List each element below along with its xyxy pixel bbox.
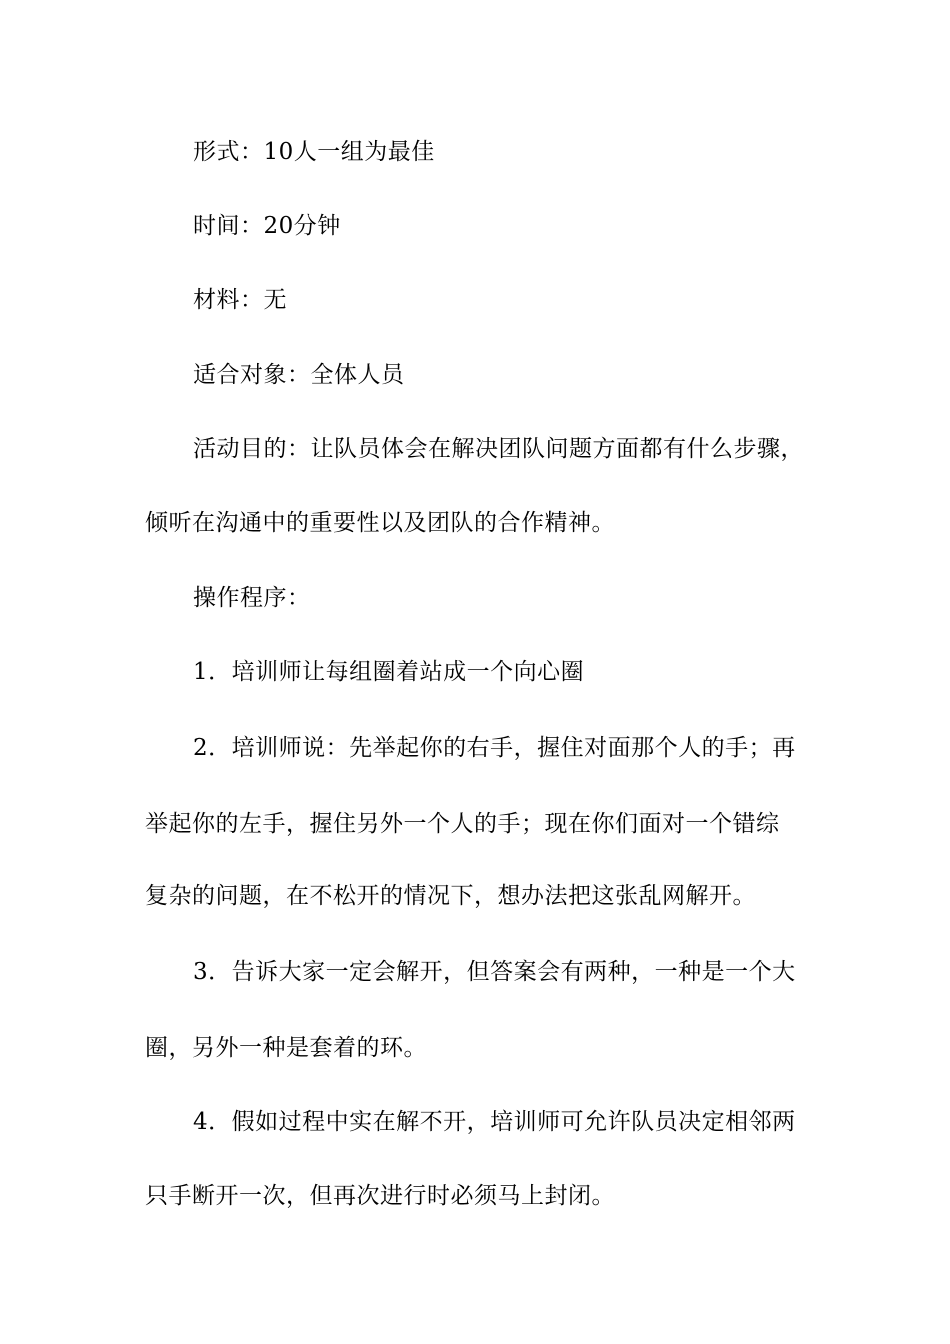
step-2-line-2: 举起你的左手，握住另外一个人的手；现在你们面对一个错综 bbox=[145, 811, 780, 837]
step-1-line: 1．培训师让每组圈着站成一个向心圈 bbox=[193, 659, 585, 685]
step-4-line-2: 只手断开一次，但再次进行时必须马上封闭。 bbox=[145, 1183, 615, 1209]
purpose-line-1: 活动目的：让队员体会在解决团队问题方面都有什么步骤， bbox=[193, 436, 804, 462]
step-4-line-1: 4．假如过程中实在解不开，培训师可允许队员决定相邻两 bbox=[193, 1109, 796, 1135]
procedure-heading: 操作程序： bbox=[193, 585, 311, 611]
step-2-line-3: 复杂的问题，在不松开的情况下，想办法把这张乱网解开。 bbox=[145, 883, 756, 909]
materials-line: 材料：无 bbox=[193, 287, 287, 313]
step-3-line-2: 圈，另外一种是套着的环。 bbox=[145, 1035, 427, 1061]
target-audience-line: 适合对象：全体人员 bbox=[193, 362, 405, 388]
purpose-line-2: 倾听在沟通中的重要性以及团队的合作精神。 bbox=[145, 510, 615, 536]
format-line: 形式：10人一组为最佳 bbox=[193, 139, 435, 165]
step-2-line-1: 2．培训师说：先举起你的右手，握住对面那个人的手；再 bbox=[193, 735, 796, 761]
time-line: 时间：20分钟 bbox=[193, 213, 341, 239]
step-3-line-1: 3．告诉大家一定会解开，但答案会有两种，一种是一个大 bbox=[193, 959, 796, 985]
